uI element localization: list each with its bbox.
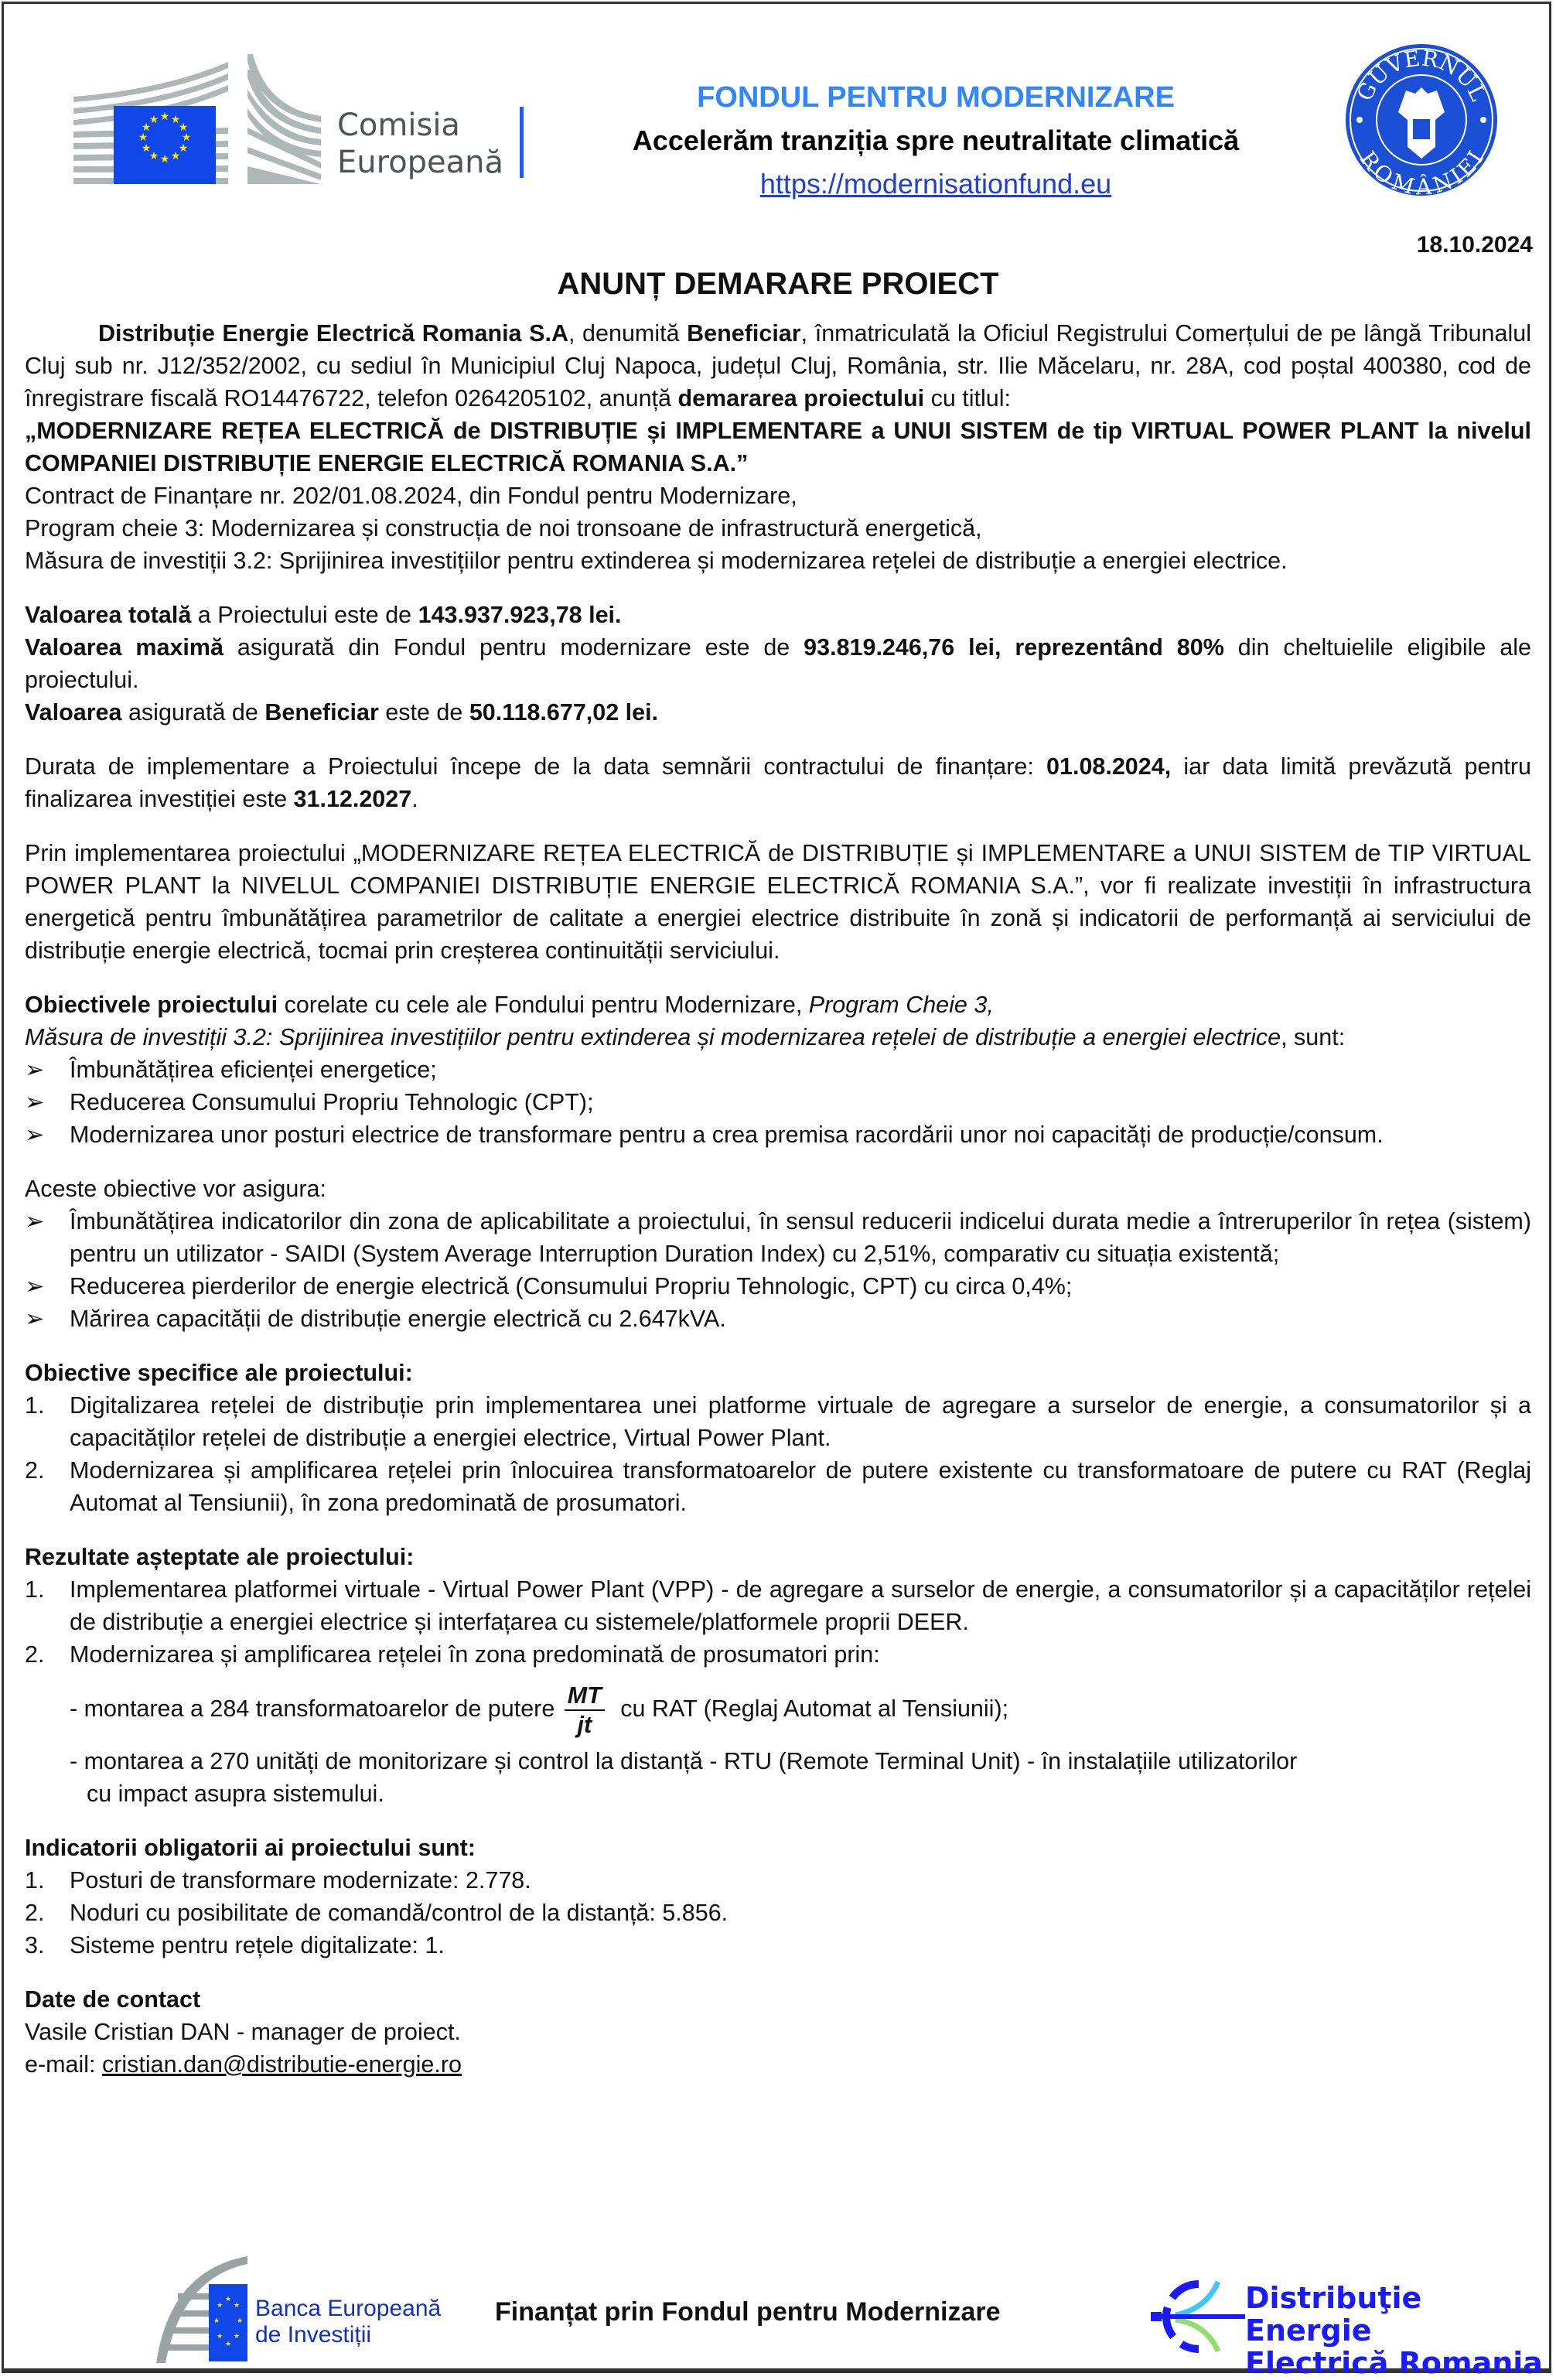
list-item: ➢ Mărirea capacității de distribuție energie electrică cu 2.647kVA. — [25, 1303, 1531, 1335]
svg-text:★: ★ — [170, 150, 181, 162]
header-center — [557, 76, 1315, 206]
svg-text:★: ★ — [224, 2340, 232, 2348]
svg-text:★: ★ — [236, 2317, 244, 2324]
result-sub-item: - montarea a 284 transformatoarelor de putere $\frac{MT}{jt}$ cu RAT (Reglaj Automat al Tensiunii); — [70, 1682, 1009, 1738]
deer-logo-icon — [1145, 2278, 1253, 2355]
svg-text:★: ★ — [170, 114, 181, 126]
arrow-bullet-icon: ➢ — [25, 1306, 45, 1332]
list-item: 2. Modernizarea și amplificarea rețelei în zona predominată de prosumatori prin: — [25, 1641, 880, 1668]
list-item: 1. Digitalizarea rețelei de distribuție prin implementarea unei platforme virtuale de agregare a surselor de energie, a consumatorilor și a capacităților rețelei de distribuție a energiei electrice, Virtual Power Plant. — [25, 1392, 1531, 1451]
svg-text:★: ★ — [159, 111, 170, 123]
list-item: ➢ Modernizarea unor posturi electrice de transformare pentru a crea premisa racordării unor noi capacități de producție/consum. — [25, 1118, 1531, 1151]
svg-text:★: ★ — [233, 2332, 241, 2340]
ensure-label: Aceste obiective vor asigura: — [25, 1176, 326, 1202]
svg-text:★: ★ — [178, 142, 189, 155]
svg-text:★: ★ — [138, 131, 148, 144]
svg-text:★: ★ — [216, 2332, 224, 2340]
total-value-line: Valoarea totală a Proiectului este de 143.937.923,78 lei. — [25, 602, 622, 628]
beneficiary-value-line: Valoarea asigurată de Beneficiar este de 50.118.677,02 lei. — [25, 699, 659, 726]
svg-text:★: ★ — [233, 2301, 241, 2309]
specific-objectives-list — [25, 1389, 1531, 1519]
mt-jt-fraction: $\frac{MT}{jt}$ — [565, 1682, 605, 1739]
contract-line: Contract de Finanțare nr. 202/01.08.2024, din Fondul pentru Modernizare, — [25, 483, 797, 509]
intro-paragraph: Distribuție Energie Electrică Romania S.A, denumită Beneficiar, înmatriculată la Oficiul Registrului Comerțului de pe lângă Tribunalul Cluj sub nr. J12/352/2002, cu sediul în Municipiul Cluj Napoca, județul Cluj, România, str. Ilie Măcelaru, nr. 28A, cod poștal 400380, cod de înregistrare fiscală RO14476722, telefon 0264205102, anunță demararea proiectului cu titlul: — [25, 320, 1531, 411]
contact-heading: Date de contact — [25, 1986, 201, 2013]
page-title: ANUNȚ DEMARARE PROIECT — [557, 267, 999, 301]
svg-text:★: ★ — [181, 131, 192, 144]
svg-text:★: ★ — [216, 2301, 224, 2309]
duration-paragraph: Durata de implementare a Proiectului începe de la data semnării contractului de finanțare: 01.08.2024, iar data limită prevăzută pentru finalizarea investiției este 31.12.2027. — [25, 753, 1531, 812]
arrow-bullet-icon: ➢ — [25, 1122, 45, 1148]
measure-line: Măsura de investiții 3.2: Sprijinirea investițiilor pentru extinderea și modernizarea rețelei de distribuție a energiei electrice. — [25, 548, 1288, 574]
objectives-intro: Obiectivele proiectului corelate cu cele ale Fondului pentru Modernizare, Program Cheie 3, Măsura de investiții 3.2: Sprijinirea investițiilor pentru extinderea și modernizarea rețelei de distribuție a energiei electrice, sunt: — [25, 992, 1346, 1050]
fund-title: FONDUL PENTRU MODERNIZARE — [697, 81, 1175, 114]
tagline: Accelerăm tranziția spre neutralitate climatică — [632, 125, 1240, 156]
list-item: ➢ Reducerea pierderilor de energie electrică (Consumului Propriu Tehnologic, CPT) cu circa 0,4%; — [25, 1270, 1531, 1303]
max-value-line: Valoarea maximă asigurată din Fondul pentru modernizare este de 93.819.246,76 lei, reprezentând 80% din cheltuielile eligibile ale proiectului. — [25, 634, 1531, 693]
list-item: 1. Implementarea platformei virtuale - Virtual Power Plant (VPP) - de agregare a surselor de energie, a consumatorilor și a capacităților rețelei de distribuție a energiei electrice și interfațarea cu sistemele/platformele proprii DEER. — [25, 1576, 1531, 1635]
objectives-list — [25, 1053, 1531, 1151]
eib-name: Banca Europeană de Investiții — [255, 2296, 442, 2348]
list-item: 2. Modernizarea și amplificarea rețelei prin înlocuirea transformatoarelor de putere existente cu transformatoare de putere cu RAT (Reglaj Automat al Tensiunii), în zona predominată de prosumatori. — [25, 1457, 1531, 1516]
contact-email-link[interactable]: cristian.dan@distributie-energie.ro — [102, 2051, 462, 2078]
list-item: ➢ Îmbunătățirea indicatorilor din zona de aplicabilitate a proiectului, în sensul reducerii indicelui durata medie a întreruperilor în rețea (sistem) pentru un utilizator - SAIDI (System Average Interruption Duration Index) cu 2,51%, comparativ cu situația existentă; — [25, 1205, 1531, 1270]
fund-website-link[interactable]: https://modernisationfund.eu — [759, 168, 1112, 200]
arrow-bullet-icon: ➢ — [25, 1057, 45, 1083]
contact-email-line: e-mail: cristian.dan@distributie-energie.ro — [25, 2051, 462, 2078]
svg-text:GUVERNUL: GUVERNUL — [1351, 45, 1492, 105]
arrow-bullet-icon: ➢ — [25, 1089, 45, 1115]
svg-text:★: ★ — [178, 121, 189, 134]
svg-text:★: ★ — [148, 150, 159, 162]
announcement-date: 18.10.2024 — [1416, 232, 1533, 258]
list-item: 3. Sisteme pentru rețele digitalizate: 1. — [25, 1932, 445, 1958]
contact-person: Vasile Cristian DAN - manager de proiect. — [25, 2019, 461, 2045]
specific-objectives-heading: Obiective specifice ale proiectului: — [25, 1360, 413, 1386]
program-line: Program cheie 3: Modernizarea și construcția de noi tronsoane de infrastructură energetică, — [25, 515, 982, 541]
svg-text:★: ★ — [213, 2317, 220, 2324]
arrow-bullet-icon: ➢ — [25, 1273, 45, 1299]
list-item: ➢ Îmbunătățirea eficienței energetice; — [25, 1053, 1531, 1086]
arrow-bullet-icon: ➢ — [25, 1208, 45, 1234]
expected-results-list — [25, 1573, 1531, 1671]
list-item: ➢ Reducerea Consumului Propriu Tehnologic (CPT); — [25, 1086, 1531, 1118]
svg-text:★: ★ — [141, 142, 152, 155]
svg-text:★: ★ — [148, 114, 159, 126]
ensure-list — [25, 1205, 1531, 1335]
funding-statement: Finanțat prin Fondul pentru Modernizare — [495, 2297, 1001, 2327]
romanian-government-seal — [1344, 43, 1499, 197]
european-commission-name: Comisia Europeană — [337, 108, 504, 180]
svg-text:ROMÂNIEI: ROMÂNIEI — [1354, 146, 1489, 197]
list-item: 1. Posturi de transformare modernizate: 2.778. — [25, 1867, 531, 1893]
implementation-paragraph: Prin implementarea proiectului „MODERNIZARE REȚEA ELECTRICĂ de DISTRIBUȚIE și IMPLEMENTARE a UNUI SISTEM de TIP VIRTUAL POWER PLANT la NIVELUL COMPANIEI DISTRIBUȚIE ENERGIE ELECTRICĂ ROMANIA S.A.”, vor fi realizate investiții în infrastructura energetică pentru îmbunătățirea parametrilor de calitate a energiei electrice distribuite în zonă și indicatorii de performanță ai serviciului de distribuție energie electrică, tocmai prin creșterea continuității serviciului. — [25, 840, 1531, 964]
svg-text:★: ★ — [224, 2295, 232, 2303]
announcement-body — [25, 317, 1531, 2081]
expected-results-heading: Rezultate așteptate ale proiectului: — [25, 1544, 415, 1570]
result-sub-item: - montarea a 270 unități de monitorizare și control la distanță - RTU (Remote Terminal Unit) - în instalațiile utilizatorilor cu impact asupra sistemului. — [70, 1748, 1298, 1807]
logo-divider — [520, 107, 524, 178]
project-title: „MODERNIZARE REȚEA ELECTRICĂ de DISTRIBUȚIE și IMPLEMENTARE a UNUI SISTEM de tip VIRTUAL POWER PLANT la nivelul COMPANIEI DISTRIBUȚIE ENERGIE ELECTRICĂ ROMANIA S.A.” — [25, 418, 1531, 476]
indicators-list — [25, 1864, 1531, 1962]
indicators-heading: Indicatorii obligatorii ai proiectului sunt: — [25, 1835, 476, 1861]
list-item: 2. Noduri cu posibilitate de comandă/control de la distanță: 5.856. — [25, 1900, 729, 1926]
deer-company-name: Distribuţie Energie Electrică Romania — [1245, 2281, 1543, 2380]
svg-text:★: ★ — [159, 153, 170, 166]
svg-text:★: ★ — [141, 121, 152, 134]
